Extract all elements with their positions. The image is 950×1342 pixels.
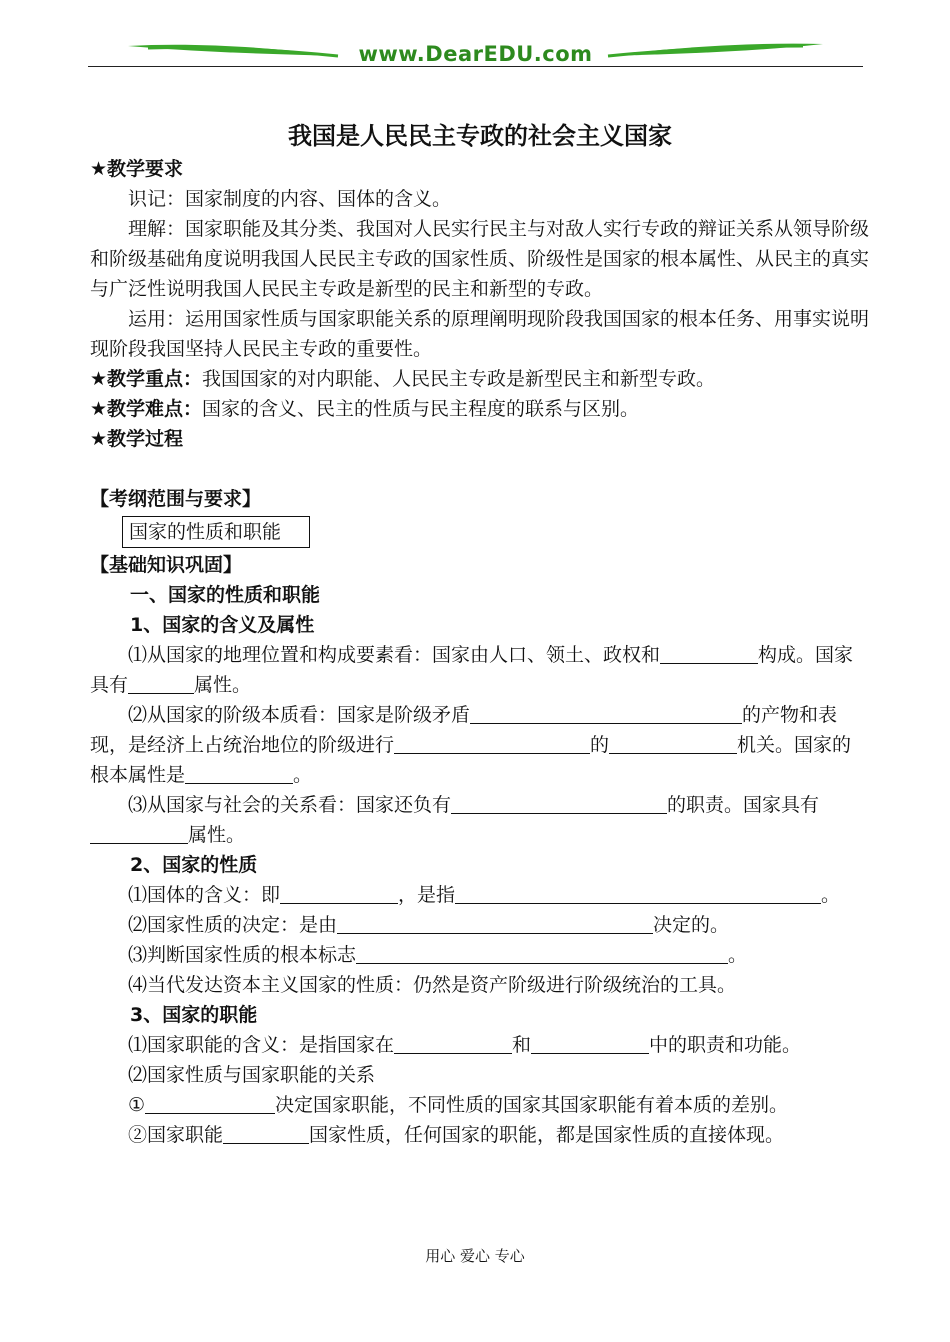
nature-item-4: ⑷当代发达资本主义国家的性质：仍然是资产阶级进行阶级统治的工具。 [128,974,737,996]
outline-box: 国家的性质和职能 [122,516,310,548]
nature-item-3: ⑶判断国家性质的根本标志 。 [128,944,748,966]
site-header [88,34,863,70]
blank-field[interactable] [660,643,758,664]
nature-item-1: ⑴国体的含义：即 ，是指 。 [128,884,841,906]
blank-field[interactable] [145,1093,275,1114]
function-item-3: ① 决定国家职能，不同性质的国家其国家职能有着本质的差别。 [128,1094,789,1116]
outline-label: 【考纲范围与要求】 [90,488,262,510]
blank-field[interactable] [609,733,737,754]
key-points-label: ★教学重点： [90,368,203,390]
blank-field[interactable] [470,703,742,724]
function-item-1: ⑴国家职能的含义：是指国家在 和 中的职责和功能。 [128,1034,802,1056]
shiji-text: 识记：国家制度的内容、国体的含义。 [128,188,452,210]
page-title: 我国是人民民主专政的社会主义国家 [288,122,672,150]
function-item-4: ②国家职能 国家性质，任何国家的职能，都是国家性质的直接体现。 [128,1124,785,1146]
yunyong-text: 运用：运用国家性质与国家职能关系的原理阐明现阶段我国国家的根本任务、用事实说明现阶段我国坚持人民民主专政的重要性。 [90,308,870,360]
teaching-process-label: ★教学过程 [90,428,184,450]
blank-field[interactable] [337,913,653,934]
subheading-1-3: 3、国家的职能 [130,1004,258,1026]
document-body [90,118,870,1150]
blank-field[interactable] [223,1123,309,1144]
section-heading-1: 一、国家的性质和职能 [130,584,321,606]
blank-field[interactable] [455,883,821,904]
nature-item-2: ⑵国家性质的决定：是由 决定的。 [128,914,730,936]
question-1: ⑴从国家的地理位置和构成要素看：国家由人口、领土、政权和 构成。国家具有 属性。 [90,644,854,696]
subheading-1-2: 2、国家的性质 [130,854,258,876]
key-points [90,364,870,394]
header-rule [88,66,863,67]
key-points-text: 我国国家的对内职能、人民民主专政是新型民主和新型专政。 [202,368,716,390]
lijie-text: 理解：国家职能及其分类、我国对人民实行民主与对敌人实行专政的辩证关系从领导阶级和阶级基础角度说明我国人民民主专政的国家性质、阶级性是国家的根本属性、从民主的真实与广泛性说明我国人民民主专政是新型的民主和新型的专政。 [90,218,870,300]
blank-field[interactable] [531,1033,649,1054]
blank-field[interactable] [185,763,293,784]
page-footer: 用心 爱心 专心 [425,1247,525,1265]
difficult-points [90,394,870,424]
blank-field[interactable] [280,883,398,904]
site-brand[interactable]: www.DearEDU.com [358,42,593,66]
difficult-points-text: 国家的含义、民主的性质与民主程度的联系与区别。 [202,398,640,420]
function-item-2: ⑵国家性质与国家职能的关系 [128,1064,376,1086]
blank-field[interactable] [394,1033,512,1054]
blank-field[interactable] [394,733,590,754]
difficult-points-label: ★教学难点： [90,398,203,420]
subheading-1-1: 1、国家的含义及属性 [130,614,315,636]
blank-field[interactable] [451,793,667,814]
basic-knowledge-label: 【基础知识巩固】 [90,554,243,576]
question-3: ⑶从国家与社会的关系看：国家还负有 的职责。国家具有属性。 [90,790,870,850]
blank-field[interactable] [90,823,188,844]
teaching-requirements-label: ★教学要求 [90,158,184,180]
blank-field[interactable] [356,943,728,964]
question-2: ⑵从国家的阶级本质看：国家是阶级矛盾 的产物和表现，是经济上占统治地位的阶级进行 的 机关。国家的根本属性是 。 [90,704,852,786]
blank-field[interactable] [128,673,194,694]
